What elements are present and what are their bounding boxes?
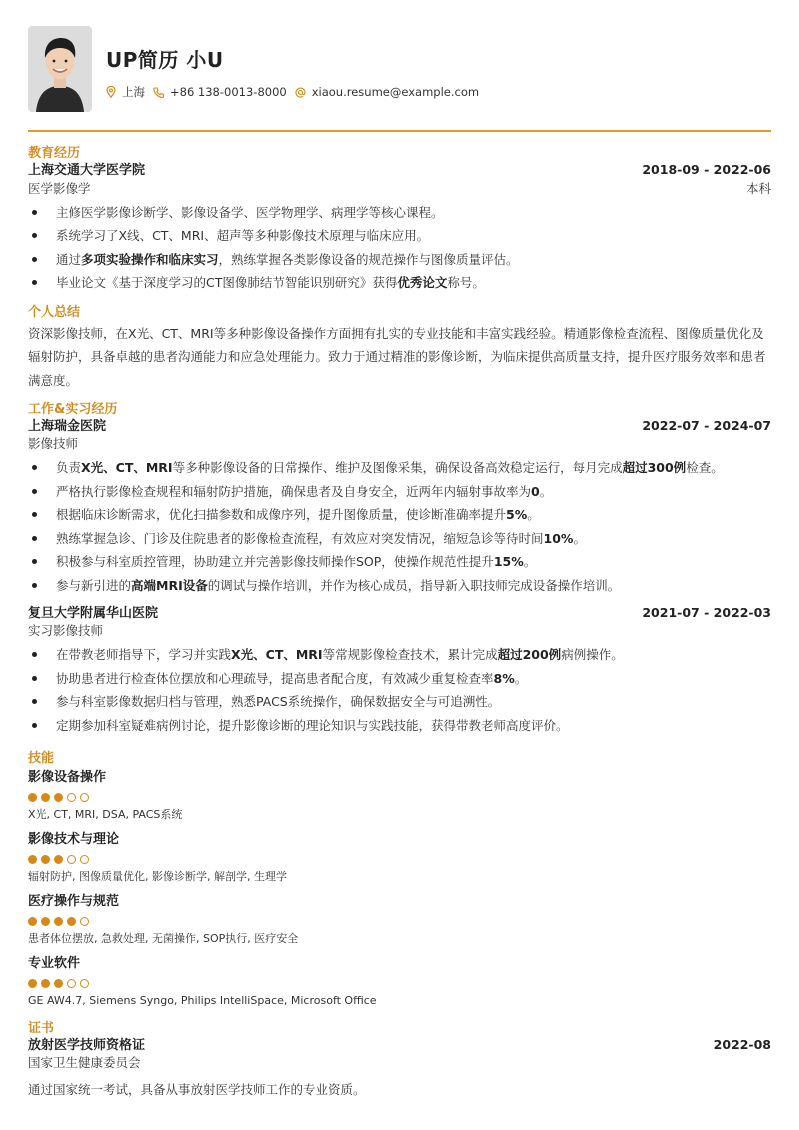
job-role: 实习影像技师: [28, 623, 104, 638]
skill-level-rating: [28, 793, 771, 802]
job-bullets: [28, 643, 771, 737]
bullet-item: [28, 643, 771, 667]
job-entry: [28, 605, 771, 737]
rating-dot-filled: [41, 855, 50, 864]
contact-phone: [153, 85, 287, 99]
job-employer: 上海瑞金医院: [28, 419, 107, 434]
rating-dot-empty: [80, 855, 89, 864]
job-bullets: [28, 456, 771, 597]
education-dates: 2018-09 - 2022-06: [642, 161, 771, 177]
bullet-text: 。: [523, 554, 537, 569]
certificate-name: 放射医学技师资格证: [28, 1038, 146, 1053]
rating-dot-empty: [67, 979, 76, 988]
bullet-text: 病例操作。: [561, 647, 624, 662]
location-pin-icon: [106, 86, 116, 98]
rating-dot-filled: [28, 979, 37, 988]
bullet-text: 系统学习了X线、CT、MRI、超声等多种影像技术原理与临床应用。: [56, 228, 430, 243]
bullet-text: 定期参加科室疑难病例讨论，提升影像诊断的理论知识与实践技能，获得带教老师高度评价。: [56, 717, 569, 733]
bullet-highlight: 10%: [543, 530, 574, 546]
skill-entry: [28, 893, 771, 947]
bullet-highlight: 高端MRI设备: [131, 577, 208, 593]
resume-header: [28, 26, 771, 112]
location-text: 上海: [122, 85, 145, 99]
bullet-highlight: 15%: [493, 554, 524, 569]
rating-dot-filled: [28, 855, 37, 864]
rating-dot-empty: [80, 979, 89, 988]
bullet-text: 毕业论文《基于深度学习的CT图像肺结节智能识别研究》获得: [56, 275, 398, 290]
bullet-text: 。: [527, 507, 540, 522]
bullet-item: [28, 248, 771, 272]
bullet-text: 参与科室影像数据归档与管理，熟悉PACS系统操作，确保数据安全与可追溯性。: [56, 694, 501, 709]
profile-photo: [28, 26, 92, 112]
rating-dot-empty: [80, 793, 89, 802]
skill-description: GE AW4.7, Siemens Syngo, Philips IntelliSpace, Microsoft Office: [28, 994, 377, 1007]
school-name: 上海交通大学医学院: [28, 162, 146, 178]
certificate-date: 2022-08: [713, 1037, 771, 1052]
bullet-text: 通过: [56, 251, 82, 267]
bullet-item: [28, 574, 771, 598]
education-section: [28, 146, 771, 295]
summary-text: 资深影像技师，在X光、CT、MRI等多种影像设备操作方面拥有扎实的专业技能和丰富实践经验。精通影像检查流程、图像质量优化及辐射防护，具备卓越的患者沟通能力和应急处理能力。致力于通过精准的影像诊断，为临床提供高质量支持，提升医疗服务效率和患者满意度。: [28, 325, 766, 388]
degree: 本科: [745, 180, 771, 196]
header-divider: [28, 130, 771, 132]
bullet-item: [28, 714, 771, 738]
summary-title: 个人总结: [28, 304, 81, 320]
rating-dot-filled: [28, 793, 37, 802]
bullet-text: 负责: [56, 460, 82, 475]
bullet-highlight: 0: [531, 483, 540, 499]
bullet-text: 。: [539, 483, 553, 499]
rating-dot-empty: [80, 917, 89, 926]
rating-dot-filled: [41, 793, 50, 802]
skill-name: 影像技术与理论: [28, 832, 120, 847]
bullet-highlight: X光、CT、MRI: [231, 647, 323, 662]
job-dates: 2021-07 - 2022-03: [642, 605, 771, 620]
bullet-item: [28, 527, 771, 551]
rating-dot-filled: [41, 979, 50, 988]
bullet-item: [28, 201, 771, 225]
education-title: 教育经历: [28, 145, 81, 161]
skills-title: 技能: [28, 751, 55, 766]
candidate-name: UP简历 小U: [106, 48, 224, 72]
work-section: [28, 402, 771, 737]
skills-section: [28, 751, 771, 1009]
skill-level-rating: [28, 855, 771, 864]
rating-dot-filled: [28, 917, 37, 926]
bullet-highlight: 超过200例: [497, 647, 562, 662]
rating-dot-filled: [41, 917, 50, 926]
bullet-item: [28, 550, 771, 574]
skill-entry: [28, 769, 771, 823]
bullet-highlight: 8%: [493, 670, 515, 686]
skill-entry: [28, 955, 771, 1009]
bullet-item: [28, 503, 771, 527]
skill-level-rating: [28, 979, 771, 988]
rating-dot-empty: [67, 793, 76, 802]
bullet-text: 等多种影像设备的日常操作、维护及图像采集，确保设备高效稳定运行，每月完成: [172, 460, 623, 475]
bullet-item: [28, 224, 771, 248]
bullet-item: [28, 690, 771, 714]
bullet-text: 严格执行影像检查规程和辐射防护措施，确保患者及自身安全，近两年内辐射事故率为: [56, 483, 532, 499]
certificates-title: 证书: [28, 1021, 55, 1036]
email-text[interactable]: xiaou.resume@example.com: [311, 85, 480, 99]
work-title: 工作&实习经历: [28, 402, 118, 417]
education-bullets: [28, 201, 771, 295]
skill-description: X光, CT, MRI, DSA, PACS系统: [28, 808, 183, 821]
bullet-highlight: 优秀论文: [397, 275, 448, 290]
certificate-description: 通过国家统一考试，具备从事放射医学技师工作的专业资质。: [28, 1082, 366, 1097]
bullet-text: 根据临床诊断需求，优化扫描参数和成像序列，提升图像质量，使诊断准确率提升: [56, 507, 507, 522]
bullet-text: 主修医学影像诊断学、影像设备学、医学物理学、病理学等核心课程。: [56, 204, 444, 220]
summary-section: [28, 305, 771, 393]
bullet-highlight: 5%: [506, 507, 528, 522]
bullet-item: [28, 271, 771, 295]
bullet-text: 积极参与科室质控管理，协助建立并完善影像技师操作SOP，使操作规范性提升: [56, 554, 494, 569]
contact-location: [106, 84, 145, 100]
at-sign-icon: [295, 87, 306, 98]
bullet-highlight: 超过300例: [622, 460, 687, 475]
rating-dot-filled: [54, 979, 63, 988]
bullet-highlight: X光、CT、MRI: [81, 460, 173, 475]
bullet-text: 。: [573, 530, 586, 546]
job-entry: [28, 418, 771, 597]
bullet-text: 在带教老师指导下，学习并实践: [56, 647, 232, 662]
bullet-text: 参与新引进的: [56, 577, 132, 593]
contact-email[interactable]: [295, 85, 479, 99]
bullet-text: 检查。: [686, 460, 724, 475]
skill-name: 医疗操作与规范: [28, 894, 120, 909]
job-employer: 复旦大学附属华山医院: [28, 606, 159, 621]
skill-entry: [28, 831, 771, 885]
skill-level-rating: [28, 917, 771, 926]
skill-description: 辐射防护, 图像质量优化, 影像诊断学, 解剖学, 生理学: [28, 870, 287, 883]
bullet-highlight: 多项实验操作和临床实习: [81, 251, 219, 267]
resume-page: [28, 26, 771, 1099]
major: 医学影像学: [28, 180, 91, 196]
bullet-text: 协助患者进行检查体位摆放和心理疏导，提高患者配合度，有效减少重复检查率: [56, 670, 494, 686]
contact-info: [106, 84, 487, 100]
rating-dot-filled: [54, 917, 63, 926]
certificates-section: [28, 1021, 771, 1099]
rating-dot-filled: [54, 793, 63, 802]
certificate-issuer: 国家卫生健康委员会: [28, 1055, 141, 1070]
phone-icon: [153, 87, 164, 98]
bullet-item: [28, 456, 771, 480]
rating-dot-empty: [67, 855, 76, 864]
job-dates: 2022-07 - 2024-07: [642, 418, 771, 433]
rating-dot-filled: [54, 855, 63, 864]
bullet-text: 。: [514, 670, 528, 686]
bullet-text: 称号。: [447, 275, 485, 290]
bullet-text: ，熟练掌握各类影像设备的规范操作与图像质量评估。: [218, 251, 519, 267]
skills-list: [28, 769, 771, 1009]
bullet-text: 的调试与操作培训，并作为核心成员，指导新入职技师完成设备操作培训。: [207, 577, 621, 593]
skill-name: 专业软件: [28, 956, 81, 971]
bullet-item: [28, 667, 771, 691]
skill-description: 患者体位摆放, 急救处理, 无菌操作, SOP执行, 医疗安全: [28, 932, 299, 945]
bullet-text: 熟练掌握急诊、门诊及住院患者的影像检查流程，有效应对突发情况，缩短急诊等待时间: [56, 530, 544, 546]
rating-dot-filled: [67, 917, 76, 926]
bullet-text: 等常规影像检查技术，累计完成: [322, 647, 498, 662]
bullet-item: [28, 480, 771, 504]
job-role: 影像技师: [28, 436, 79, 451]
phone-text: +86 138-0013-8000: [170, 85, 287, 99]
skill-name: 影像设备操作: [28, 770, 107, 785]
